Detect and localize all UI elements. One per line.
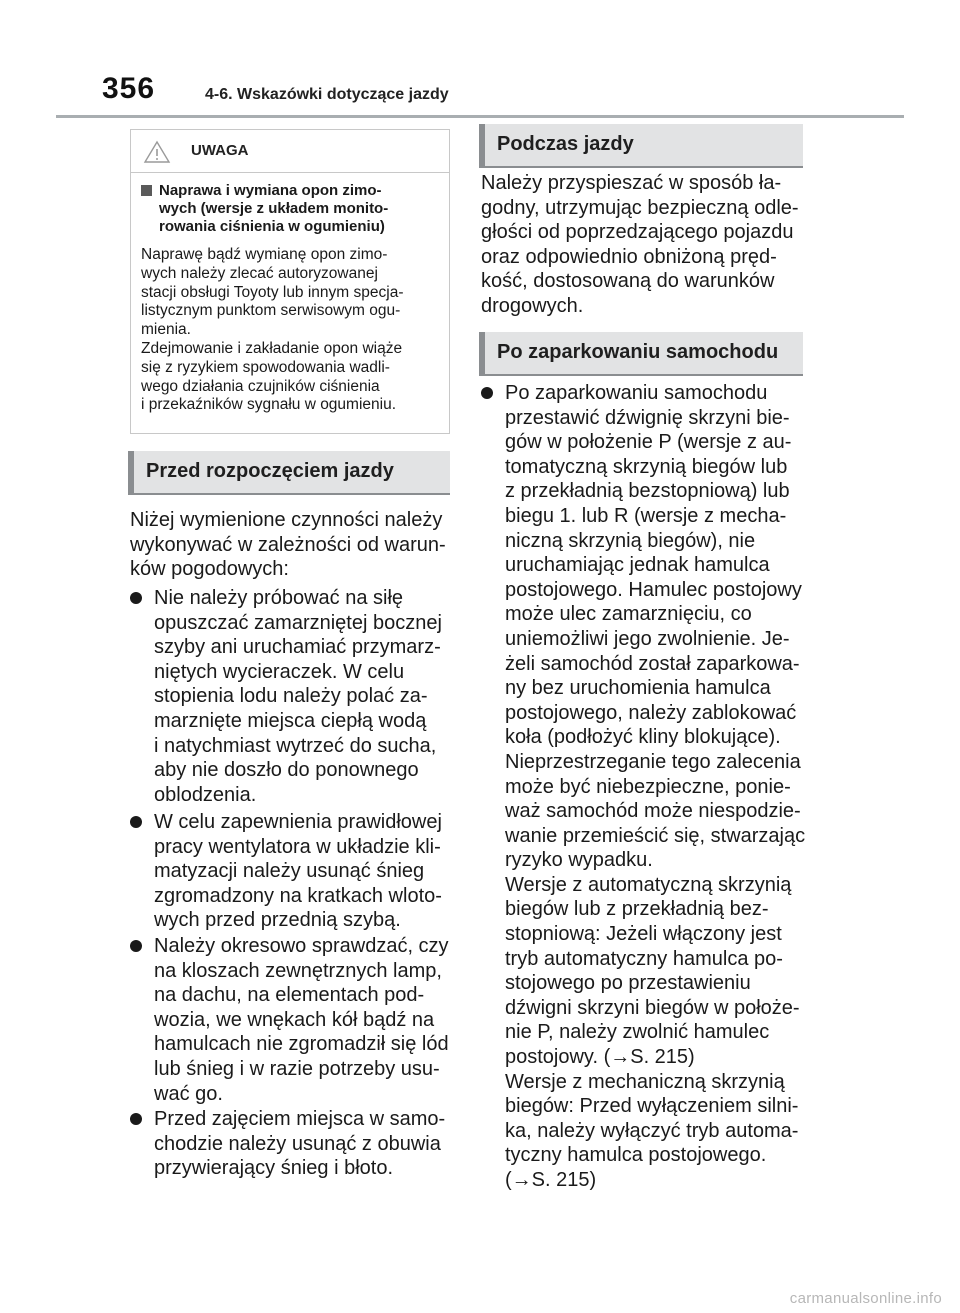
list-item-line: wych przed przednią szybą. [154,909,401,932]
caution-body-line: wego działania czujników ciśnienia [141,377,380,395]
paragraph-line: drogowych. [481,294,584,317]
heading-text: Przed rozpoczęciem jazdy [146,460,394,482]
list-item-line: Nieprzestrzeganie tego zalecenia [505,750,801,773]
bullet-dot-icon [130,816,142,828]
list-item-line: gów w położenie P (wersje z au- [505,431,792,454]
list-item-line: marznięte miejsca ciepłą wodą [154,709,427,732]
list-item [481,381,821,1193]
heading-text: Podczas jazdy [497,133,634,155]
heading-underline [479,166,803,168]
bullet-dot-icon [481,387,493,399]
warning-triangle-icon [143,140,171,164]
list-item-line: na kloszach zewnętrznych lamp, [154,959,442,982]
list-item-line: chodzie należy usunąć z obuwia [154,1132,441,1155]
list-item-line: stopniową: Jeżeli włączony jest [505,923,782,946]
page-number: 356 [102,72,156,105]
heading-podczas-jazdy [479,124,803,168]
list-item-line: wanie przemieścić się, stwarzając [505,824,806,847]
caution-header [131,130,449,172]
list-item-line: postojowego, należy zablokować [505,701,797,724]
list-item-line: biegów lub z przekładnią bez- [505,898,769,921]
list-item-line: biegu 1. lub R (wersje z mecha- [505,504,787,527]
list-item-line: tyczny hamulca postojowego. [505,1144,767,1167]
list-item-line: ryzyko wypadku. [505,849,653,872]
list-item-line: uruchamiając jednak hamulca [505,554,770,577]
list-item-line: ny bez uruchomienia hamulca [505,677,771,700]
list-item-line: opuszczać zamarzniętej bocznej [154,611,442,634]
paragraph-line: wykonywać w zależności od warun- [130,533,446,556]
list-item-line: matyzacji należy usunąć śnieg [154,860,425,883]
list-item-line: Należy okresowo sprawdzać, czy [154,935,449,957]
square-bullet-icon [141,185,152,196]
list-item-line: na dachu, na elementach pod- [154,984,425,1007]
list-item-line: może ulec zamarznięciu, co [505,603,752,626]
list-item-line: Po zaparkowaniu samochodu [505,382,768,404]
caution-body-line: Naprawę bądź wymianę opon zimo- [141,246,388,263]
list-item-line: pracy wentylatora w układzie kli- [154,835,441,858]
list-item-line: wać go. [154,1082,223,1105]
list-item-line: koła (podłożyć kliny blokujące). [505,726,781,749]
list-item-line: Nie należy próbować na siłę [154,587,404,609]
paragraph-line: głości od poprzedzającego pojazdu [481,221,794,244]
bullet-dot-icon [130,1113,142,1125]
list-item-line: wozia, we wnękach kół bądź na [154,1008,435,1031]
list-item [130,934,460,1106]
caution-body-line: wych należy zlecać autoryzowanej [141,264,378,282]
caution-heading-line: rowania ciśnienia w ogumieniu) [159,218,385,235]
list-item [130,810,460,933]
paragraph-line: kość, dostosowaną do warunków [481,270,775,293]
caution-body-line: mienia. [141,321,191,339]
list-item-line: waż samochód może niespodzie- [505,800,801,823]
watermark: carmanualsonline.info [789,1290,942,1307]
bullet-dot-icon [130,940,142,952]
intro-paragraph [130,508,460,582]
paragraph-line: ków pogodowych: [130,558,289,581]
paragraph-line: Należy przyspieszać w sposób ła- [481,172,782,194]
caution-heading [141,182,441,236]
list-item-line: Wersje z automatyczną skrzynią [505,873,792,896]
list-item-line: dźwigni skrzyni biegów w położe- [505,996,800,1019]
list-item-line: aby nie doszło do ponownego [154,759,419,782]
list-item [130,586,460,807]
list-item-line: postojowy. (→S. 215) [505,1046,695,1069]
list-item-line: tryb automatyczny hamulca po- [505,947,783,970]
caution-body-line: Zdejmowanie i zakładanie opon wiąże [141,339,403,357]
heading-text: Po zaparkowaniu samochodu [497,341,779,363]
heading-po-zaparkowaniu [479,332,803,376]
caution-body-line: listycznym punktom serwisowym ogu- [141,302,401,320]
list-item-line: niczną skrzynią biegów), nie [505,529,756,552]
list-item-line: lub śnieg i w razie potrzeby usu- [154,1057,440,1080]
caution-box [130,129,450,434]
driving-paragraph [481,171,821,319]
list-item-line: Przed zajęciem miejsca w samo- [154,1108,446,1130]
caution-body-line: się z ryzykiem spowodowania wadli- [141,358,390,376]
list-item [130,1107,460,1181]
list-item-line: hamulcach nie zgromadził się lód [154,1033,449,1056]
list-item-line: biegów: Przed wyłączeniem silni- [505,1095,799,1118]
list-item-line: szyby ani uruchamiać przymarz- [154,636,441,659]
header-rule [56,115,904,118]
list-item-line: z przekładnią bezstopniową) lub [505,480,790,503]
caution-body [141,246,446,415]
list-item-line: niętych wycieraczek. W celu [154,660,405,683]
section-title: 4-6. Wskazówki dotyczące jazdy [205,86,449,103]
list-item-line: przestawić dźwignię skrzyni bie- [505,406,790,429]
paragraph-line: Niżej wymienione czynności należy [130,509,443,531]
list-item-line: tomatyczną skrzynią biegów lub [505,455,788,478]
list-item-line: postojowego. Hamulec postojowy [505,578,802,601]
list-item-line: może być niebezpieczne, ponie- [505,775,791,798]
paragraph-line: oraz odpowiednio obniżoną pręd- [481,245,777,268]
list-item-line: stopienia lodu należy polać za- [154,685,428,708]
caution-body-line: stacji obsługi Toyoty lub innym specja- [141,283,404,301]
list-item-line: (→S. 215) [505,1169,597,1191]
list-item-line: uniemożliwi jego zwolnienie. Je- [505,627,790,650]
heading-underline [479,374,803,376]
list-item-line: stojowego po przestawieniu [505,972,751,995]
list-item-line: Wersje z mechaniczną skrzynią [505,1070,785,1093]
heading-przed-rozpoczeciem [128,451,450,495]
list-item-line: i natychmiast wytrzeć do sucha, [154,734,437,757]
heading-underline [128,493,450,495]
list-item-line: żeli samochód został zaparkowa- [505,652,800,675]
caution-body-line: i przekaźników sygnału w ogumieniu. [141,396,397,414]
caution-label: UWAGA [191,142,249,159]
list-item-line: ka, należy wyłączyć tryb automa- [505,1119,799,1142]
paragraph-line: godny, utrzymując bezpieczną odle- [481,196,799,219]
caution-heading-line: Naprawa i wymiana opon zimo- [159,182,382,199]
list-item-line: zgromadzony na kratkach wloto- [154,884,442,907]
caution-heading-line: wych (wersje z układem monito- [159,200,389,217]
bullet-dot-icon [130,592,142,604]
list-item-line: nie P, należy zwolnić hamulec [505,1021,770,1044]
list-item-line: oblodzenia. [154,783,257,806]
list-item-line: przywierający śnieg i błoto. [154,1157,393,1180]
list-item-line: W celu zapewnienia prawidłowej [154,811,442,833]
caution-divider [131,172,449,173]
